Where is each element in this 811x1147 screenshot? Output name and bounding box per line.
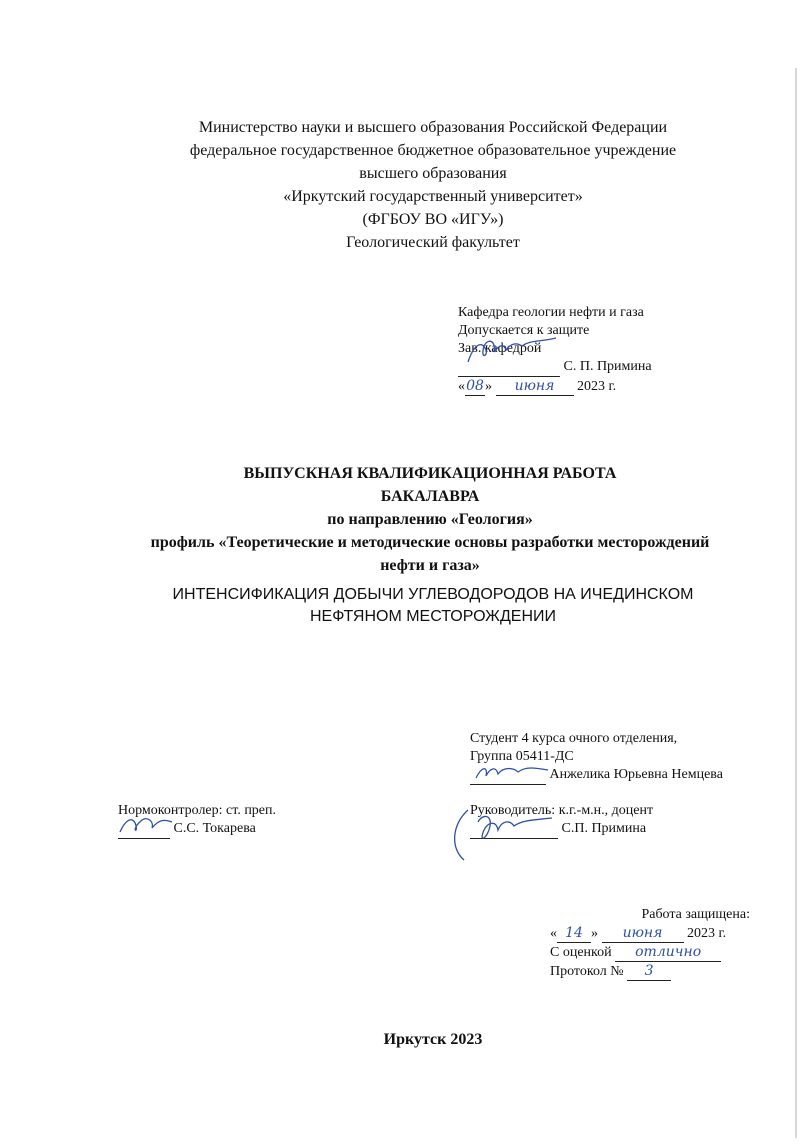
defense-protected-label: Работа защищена: [641, 907, 750, 922]
header-line-abbreviation: (ФГБОУ ВО «ИГУ») [362, 211, 504, 228]
grade-line [550, 943, 750, 962]
student-course: Студент 4 курса очного отделения, [470, 731, 678, 746]
header-line-university: «Иркутский государственный университет» [283, 188, 583, 205]
normcontrol-signature-image [116, 812, 176, 838]
protocol-number: 3 [627, 962, 671, 981]
admitted-label: Допускается к защите [458, 323, 590, 338]
thesis-topic-line1: ИНТЕНСИФИКАЦИЯ ДОБЫЧИ УГЛЕВОДОРОДОВ НА ИЧЕДИНСКОМ [172, 586, 694, 603]
header-line-ministry: Министерство науки и высшего образования Российской Федерации [198, 119, 668, 136]
thesis-type: ВЫПУСКНАЯ КВАЛИФИКАЦИОННАЯ РАБОТА [243, 465, 617, 482]
thesis-profile-cont: нефти и газа» [380, 557, 480, 574]
thesis-direction: по направлению «Геология» [327, 511, 533, 528]
student-group: Группа 05411-ДС [470, 749, 574, 764]
student-signature-image [474, 762, 552, 782]
head-label: Зав. кафедрой [458, 341, 542, 356]
quote-close: » [591, 926, 598, 941]
quote-close: » [485, 379, 492, 394]
approval-month: июня [496, 377, 574, 396]
defense-year: 2023 г. [687, 926, 727, 941]
protocol-label: Протокол № [550, 964, 624, 979]
supervisor-name: С.П. Примина [561, 821, 647, 836]
head-name: С. П. Примина [563, 359, 652, 374]
supervisor-signature-image [448, 804, 558, 866]
approval-year: 2023 г. [577, 379, 617, 394]
approval-day: 08 [466, 378, 484, 394]
header-line-faculty: Геологический факультет [346, 234, 520, 251]
quote-open: « [458, 379, 465, 394]
normcontrol-label: Нормоконтролер: ст. преп. [118, 803, 277, 818]
thesis-title-block [20, 462, 811, 577]
head-signature-image [464, 336, 574, 366]
student-name: Анжелика Юрьевна Немцева [549, 767, 723, 782]
protocol-line [550, 962, 750, 981]
defense-block [550, 906, 750, 981]
thesis-profile: профиль «Теоретические и методические основы разработки месторождений [150, 534, 710, 551]
thesis-topic-line2: НЕФТЯНОМ МЕСТОРОЖДЕНИИ [309, 608, 556, 625]
quote-open: « [550, 926, 557, 941]
grade-label: С оценкой [550, 945, 612, 960]
thesis-degree: БАКАЛАВРА [380, 488, 480, 505]
department-label: Кафедра геологии нефти и газа [458, 305, 644, 320]
header-line-education-level: высшего образования [359, 165, 507, 182]
header-line-institution-type: федеральное государственное бюджетное образовательное учреждение [189, 142, 677, 159]
defense-date [550, 924, 750, 943]
thesis-topic [40, 584, 811, 628]
approval-date [458, 377, 718, 396]
normcontrol-name: С.С. Токарева [173, 821, 256, 836]
city-year: Иркутск 2023 [383, 1031, 483, 1048]
grade-value: отлично [615, 943, 721, 962]
institution-header [40, 116, 811, 254]
supervisor-label: Руководитель: к.г.-м.н., доцент [470, 803, 654, 818]
defense-month: июня [602, 924, 684, 943]
defense-day: 14 [557, 924, 591, 943]
